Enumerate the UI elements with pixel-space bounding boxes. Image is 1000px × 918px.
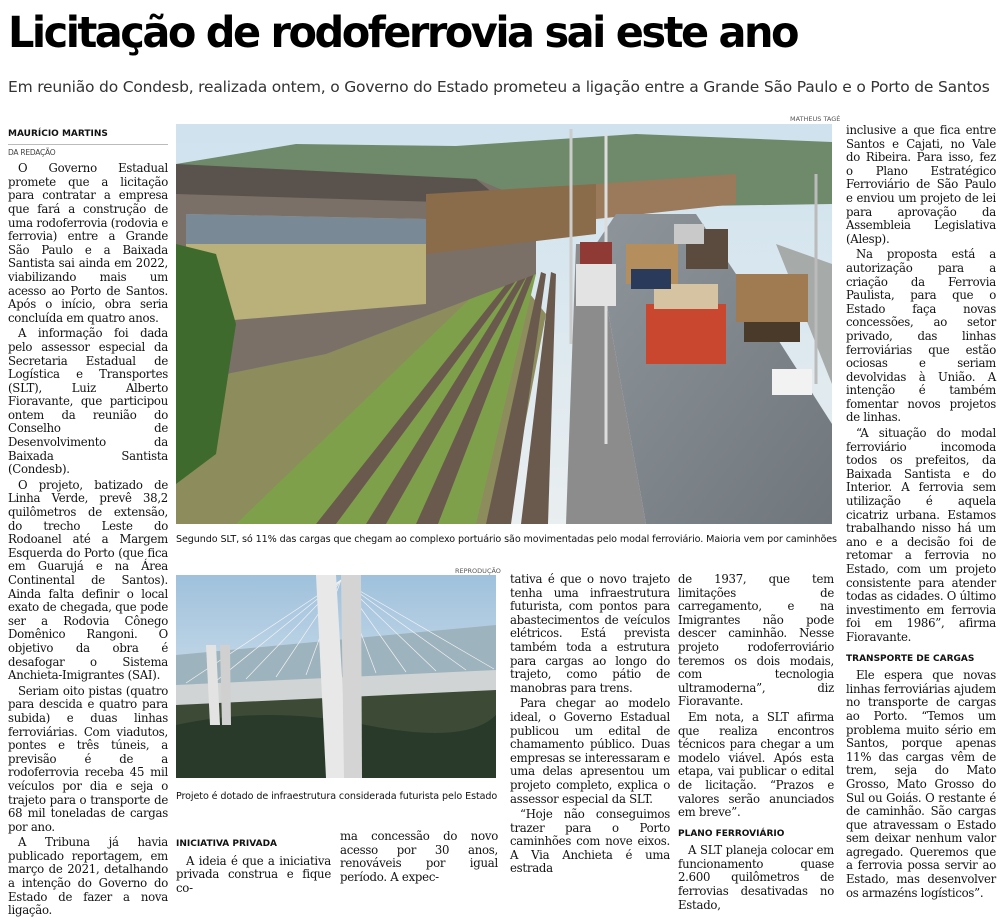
photo-credit: MATHEUS TAGÉ bbox=[790, 115, 841, 123]
paragraph: Seriam oito pistas (quatro para descida e quatro para subida) e duas linhas ferroviárias. Com viadutos, pontes e três túneis, a previsão é de a rodoferrovia receba 45 mil veículos por dia e seja o trajeto para o transporte de 68 mil toneladas de cargas por ano. bbox=[8, 683, 168, 834]
paragraph: A SLT planeja colocar em funcionamento quase 2.600 quilômetros de ferrovias desativadas no Estado, bbox=[678, 843, 834, 912]
article-column-2 bbox=[176, 830, 331, 895]
subheadline: Em reunião do Condesb, realizada ontem, o Governo do Estado prometeu a ligação entre a Grande São Paulo e o Porto de Santos bbox=[8, 78, 990, 96]
headline: Licitação de rodoferrovia sai este ano bbox=[8, 8, 798, 58]
byline-desk: DA REDAÇÃO bbox=[8, 144, 168, 160]
paragraph: O Governo Estadual promete que a licitação para contratar a empresa que fará a construção de uma rodoferrovia (rodovia e ferrovia) entre a Grande São Paulo e a Baixada Santista sai ainda em 2022, viabilizando mais um acesso ao Porto de Santos. Após o início, obra seria concluída em quatro anos. bbox=[8, 161, 168, 325]
section-heading: PLANO FERROVIÁRIO bbox=[678, 828, 785, 839]
paragraph: ma concessão do novo acesso por 30 anos, renováveis por igual período. A expec- bbox=[340, 829, 498, 884]
paragraph: Na proposta está a autorização para a criação da Ferrovia Paulista, para que o Estado faça novas concessões, ao setor privado, das linhas ferroviárias que estão ociosas e seriam devolvidas à União. A intenção é também fomentar novos projetos de linhas. bbox=[846, 247, 996, 425]
paragraph: Para chegar ao modelo ideal, o Governo Estadual publicou um edital de chamamento público. Duas empresas se interessaram e uma delas apresentou um projeto completo, explica o assessor especial da SLT. bbox=[510, 696, 670, 806]
paragraph: A ideia é que a iniciativa privada construa e fique co- bbox=[176, 853, 331, 895]
paragraph: Ele espera que novas linhas ferroviárias ajudem no transporte de cargas ao Porto. “Temos um problema muito sério em Santos, porque apenas 11% das cargas vêm de trem, seja do Mato Grosso, Mato Grosso do Sul ou Goiás. O restante é de caminhão. São cargas que atravessam o Estado sem deixar nenhum valor agregado. Queremos que a ferrovia possa servir ao Estado, mas desenvolver os armazéns logísticos”. bbox=[846, 668, 996, 900]
byline-author: MAURÍCIO MARTINS bbox=[8, 129, 108, 139]
article-column-4 bbox=[510, 573, 670, 878]
paragraph: “Hoje não conseguimos trazer para o Porto caminhões com nove eixos. A Via Anchieta é uma estrada bbox=[510, 807, 670, 876]
section-heading: INICIATIVA PRIVADA bbox=[176, 839, 278, 849]
paragraph: A informação foi dada pelo assessor especial da Secretaria Estadual de Logística e Transportes (SLT), Luiz Alberto Fioravante, que participou ontem da reunião do Conselho de Desenvolvimento da Baixada Santista (Condesb). bbox=[8, 326, 168, 477]
bridge-render-image bbox=[176, 575, 496, 778]
photo-credit: REPRODUÇÃO bbox=[455, 567, 501, 575]
paragraph: tativa é que o novo trajeto tenha uma infraestrutura futurista, com pontos para abastecimentos de veículos elétricos. Está prevista também toda a estrutura para cargas ao longo do trajeto, como pátio de manobras para trens. bbox=[510, 572, 670, 695]
paragraph: “A situação do modal ferroviário incomoda todos os prefeitos, da Baixada Santista e do Interior. A ferrovia sem utilização é aquela cicatriz urbana. Estamos trabalhando nisso há um ano e a decisão foi de retomar a ferrovia no Estado, com um projeto consistente para atender todas as cidades. O último investimento em ferrovia foi em 1986”, afirma Fioravante. bbox=[846, 426, 996, 644]
article-column-1 bbox=[8, 128, 168, 918]
section-heading: TRANSPORTE DE CARGAS bbox=[846, 653, 975, 664]
paragraph: A Tribuna já havia publicado reportagem, em março de 2021, detalhando a intenção do Governo do Estado de fazer a nova ligação. bbox=[8, 835, 168, 918]
main-photo-caption: Segundo SLT, só 11% das cargas que chegam ao complexo portuário são movimentadas pelo modal ferroviário. Maioria vem por caminhões bbox=[176, 534, 837, 545]
bridge-photo-caption: Projeto é dotado de infraestrutura considerada futurista pelo Estado bbox=[176, 791, 498, 802]
article-column-5 bbox=[678, 572, 834, 912]
paragraph: inclusive a que fica entre Santos e Cajati, no Vale do Ribeira. Para isso, fez o Plano Estratégico Ferroviário de São Paulo e enviou um projeto de lei para aprovação da Assembleia Legislativa (Alesp). bbox=[846, 123, 996, 246]
article-column-3 bbox=[340, 829, 498, 884]
paragraph: Em nota, a SLT afirma que realiza encontros técnicos para chegar a um modelo viável. Após esta etapa, vai publicar o edital de licitação. “Prazos e valores serão anunciados em breve”. bbox=[678, 709, 834, 820]
main-photo-railway-highway bbox=[176, 124, 832, 524]
article-column-6 bbox=[846, 123, 996, 900]
paragraph: O projeto, batizado de Linha Verde, prevê 38,2 quilômetros de extensão, do trecho Leste do Rodoanel até a Margem Esquerda do Porto (que fica em Guarujá e na Área Continental de Santos). Ainda falta definir o local exato de chegada, que pode ser a Rodovia Cônego Domênico Rangoni. O objetivo da obra é desafogar o Sistema Anchieta-Imigrantes (SAI). bbox=[8, 477, 168, 683]
paragraph: de 1937, que tem limitações de carregamento, e na Imigrantes não pode descer caminhão. Nesse projeto rodoferroviário teremos os dois modais, com tecnologia ultramoderna”, diz Fioravante. bbox=[678, 572, 834, 709]
